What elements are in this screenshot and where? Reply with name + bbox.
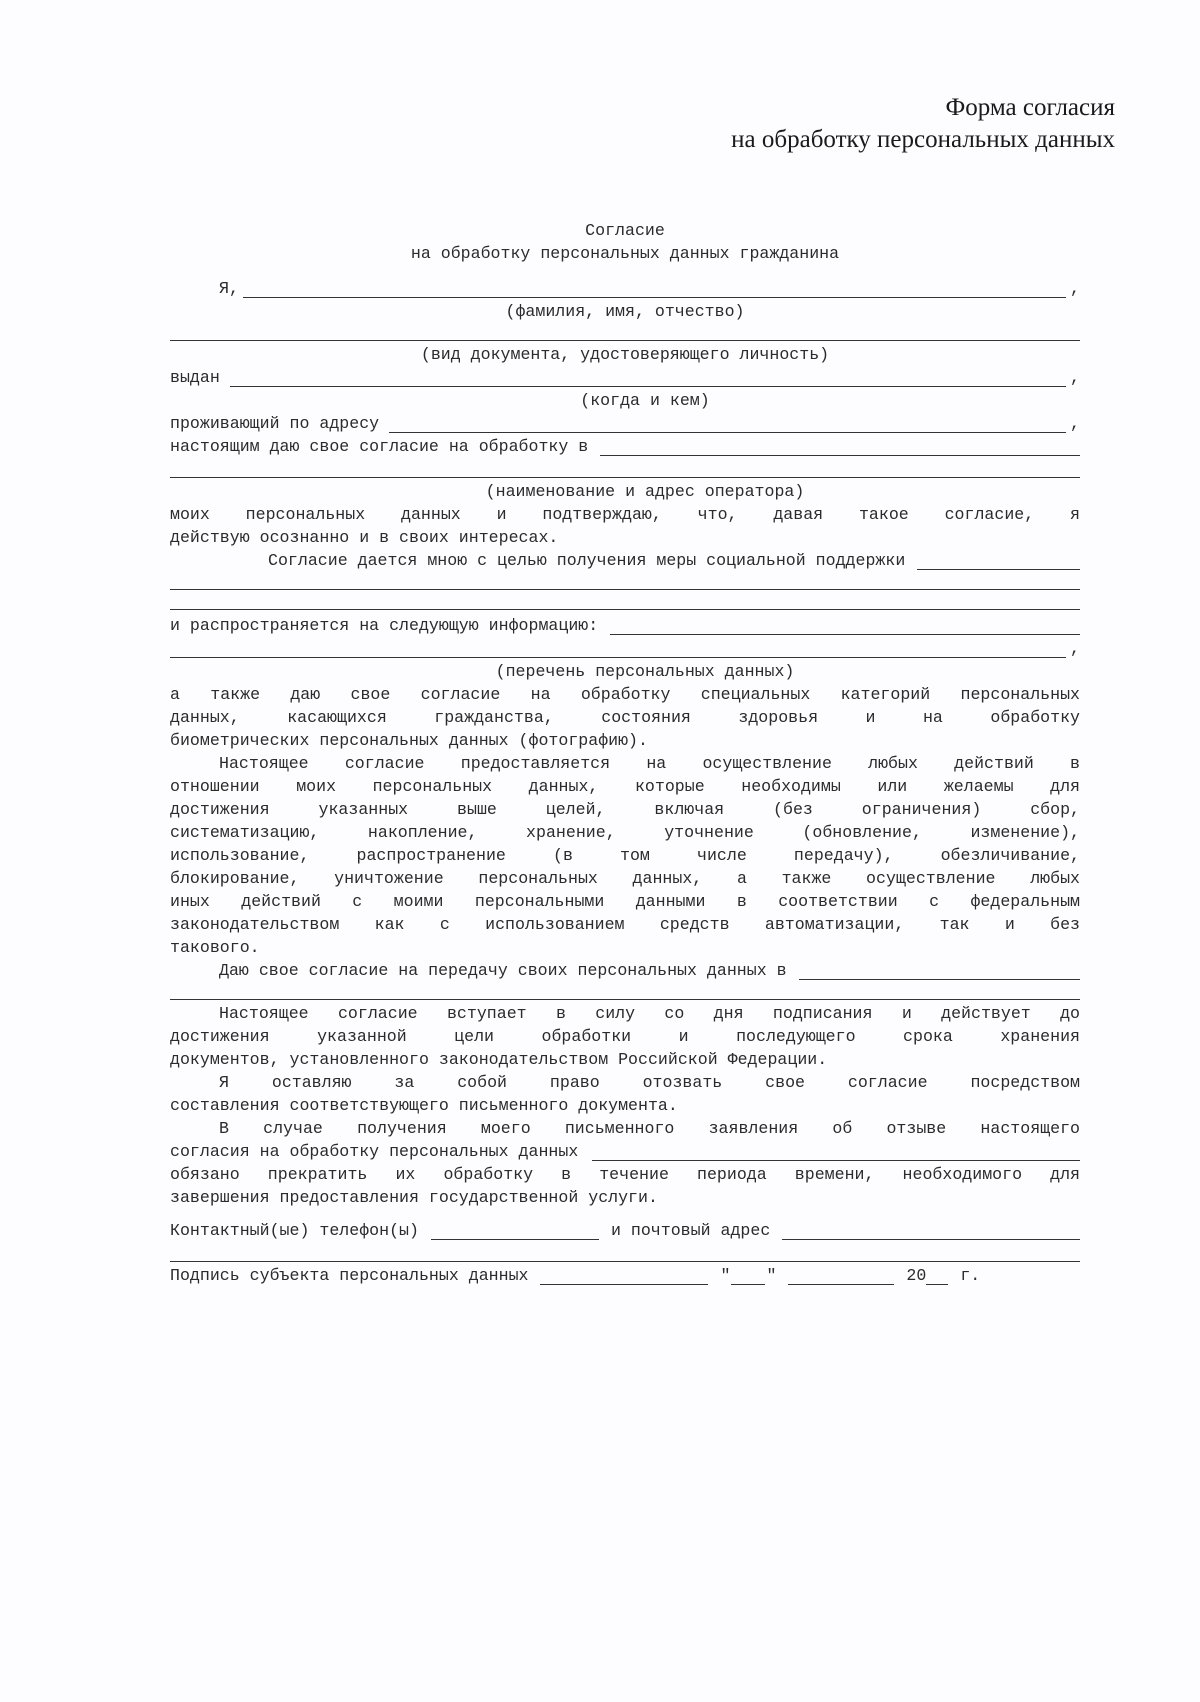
applies-row	[170, 614, 1080, 637]
purpose-field[interactable]	[917, 552, 1080, 570]
paragraph-3-line: иных действий с моими персональными данными в соответствии с федеральным	[170, 892, 1080, 911]
paragraph-6-line: завершения предоставления государственной услуги.	[170, 1188, 658, 1207]
paragraph-3-line: отношении моих персональных данных, которые необходимы или желаемы для	[170, 777, 1080, 796]
signature-field[interactable]	[540, 1267, 708, 1285]
ya-label: Я,	[219, 279, 239, 298]
purpose-field-continued[interactable]	[170, 592, 1080, 610]
postal-address-field-continued[interactable]	[170, 1244, 1080, 1262]
hint-when: (когда и кем)	[580, 391, 710, 410]
paragraph-3-line: такового.	[170, 938, 260, 957]
comma: ,	[1070, 279, 1080, 298]
residing-label: проживающий по адресу	[170, 414, 380, 433]
fio-field[interactable]	[243, 280, 1066, 298]
consent-subtitle: на обработку персональных данных гражданина	[410, 244, 840, 263]
paragraph-3-line: Настоящее согласие предоставляется на осуществление любых действий в	[219, 754, 1080, 773]
paragraph-3-line: блокирование, уничтожение персональных данных, а также осуществление любых	[170, 869, 1080, 888]
paragraph-1-line: действую осознанно и в своих интересах.	[170, 528, 559, 547]
month-field[interactable]	[788, 1267, 894, 1285]
paragraph-4-line: достижения указанной цели обработки и последующего срока хранения	[170, 1027, 1080, 1046]
phone-field[interactable]	[431, 1222, 599, 1240]
paragraph-3-line: достижения указанных выше целей, включая (без ограничения) сбор,	[170, 800, 1080, 819]
hereby-label: настоящим даю свое согласие на обработку в	[170, 437, 589, 456]
form-heading-line2: на обработку персональных данных	[731, 126, 1115, 153]
year-suffix: г.	[960, 1266, 981, 1285]
paragraph-2-line: а также даю свое согласие на обработку специальных категорий персональных	[170, 685, 1080, 704]
day-field[interactable]	[731, 1267, 765, 1285]
address-field[interactable]	[389, 415, 1066, 433]
paragraph-4-line: Настоящее согласие вступает в силу со дня подписания и действует до	[219, 1004, 1080, 1023]
transfer-row	[170, 959, 1080, 982]
operator-row	[170, 435, 1080, 458]
consent-title: Согласие	[585, 221, 665, 240]
operator-field-continued[interactable]	[170, 460, 1080, 478]
issued-field[interactable]	[230, 369, 1066, 387]
signature-row	[170, 1264, 1080, 1287]
year-field[interactable]	[926, 1267, 948, 1285]
paragraph-6-line: В случае получения моего письменного заявления об отзыве настоящего	[219, 1119, 1080, 1138]
comma: ,	[1070, 414, 1080, 433]
year-prefix: 20	[906, 1266, 927, 1285]
address-row	[170, 412, 1080, 435]
purpose-row	[170, 549, 1080, 572]
form-heading-line1: Форма согласия	[945, 94, 1115, 121]
transfer-field-continued[interactable]	[170, 982, 1080, 1000]
paragraph-1-line: моих персональных данных и подтверждаю, что, давая такое согласие, я	[170, 505, 1080, 524]
comma: ,	[1070, 368, 1080, 387]
hint-fio: (фамилия, имя, отчество)	[505, 302, 745, 321]
issued-label: выдан	[170, 368, 220, 387]
issued-row	[170, 366, 1080, 389]
comma: ,	[1070, 639, 1080, 658]
revocation-operator-field[interactable]	[592, 1143, 1080, 1161]
info-field[interactable]	[610, 617, 1080, 635]
id-document-field[interactable]	[170, 323, 1080, 341]
transfer-label: Даю свое согласие на передачу своих персональных данных в	[219, 961, 787, 980]
hint-data-list: (перечень персональных данных)	[495, 662, 795, 681]
info-field-continued[interactable]	[170, 640, 1066, 658]
paragraph-3-line: использование, распространение (в том числе передачу), обезличивание,	[170, 846, 1080, 865]
fio-row	[170, 277, 1080, 300]
revocation-row	[170, 1140, 1080, 1163]
transfer-field[interactable]	[799, 962, 1080, 980]
purpose-field-continued[interactable]	[170, 572, 1080, 590]
form-heading	[731, 92, 1115, 156]
paragraph-5-line: составления соответствующего письменного документа.	[170, 1096, 678, 1115]
purpose-label: Согласие дается мною с целью получения меры социальной поддержки	[268, 551, 906, 570]
postal-address-field[interactable]	[782, 1222, 1080, 1240]
paragraph-3-line: систематизацию, накопление, хранение, уточнение (обновление, изменение),	[170, 823, 1080, 842]
signature-label: Подпись субъекта персональных данных	[170, 1266, 529, 1285]
quote-close: "	[766, 1266, 777, 1285]
paragraph-2-line: данных, касающихся гражданства, состояния здоровья и на обработку	[170, 708, 1080, 727]
contacts-row	[170, 1219, 1080, 1242]
paragraph-6-line: обязано прекратить их обработку в течение периода времени, необходимого для	[170, 1165, 1080, 1184]
quote-open: "	[720, 1266, 731, 1285]
hint-id-document: (вид документа, удостоверяющего личность)	[420, 345, 830, 364]
info-row-2	[170, 637, 1080, 660]
paragraph-5-line: Я оставляю за собой право отозвать свое согласие посредством	[219, 1073, 1080, 1092]
paragraph-2-line: биометрических персональных данных (фотографию).	[170, 731, 648, 750]
paragraph-4-line: документов, установленного законодательством Российской Федерации.	[170, 1050, 828, 1069]
operator-field[interactable]	[600, 438, 1080, 456]
applies-label: и распространяется на следующую информацию:	[170, 616, 599, 635]
phone-label: Контактный(ые) телефон(ы)	[170, 1221, 419, 1240]
paragraph-3-line: законодательством как с использованием средств автоматизации, так и без	[170, 915, 1080, 934]
postal-label: и почтовый адрес	[610, 1221, 771, 1240]
paragraph-6-line: согласия на обработку персональных данных	[170, 1142, 579, 1161]
hint-operator: (наименование и адрес оператора)	[485, 482, 805, 501]
consent-form	[170, 219, 1080, 1287]
